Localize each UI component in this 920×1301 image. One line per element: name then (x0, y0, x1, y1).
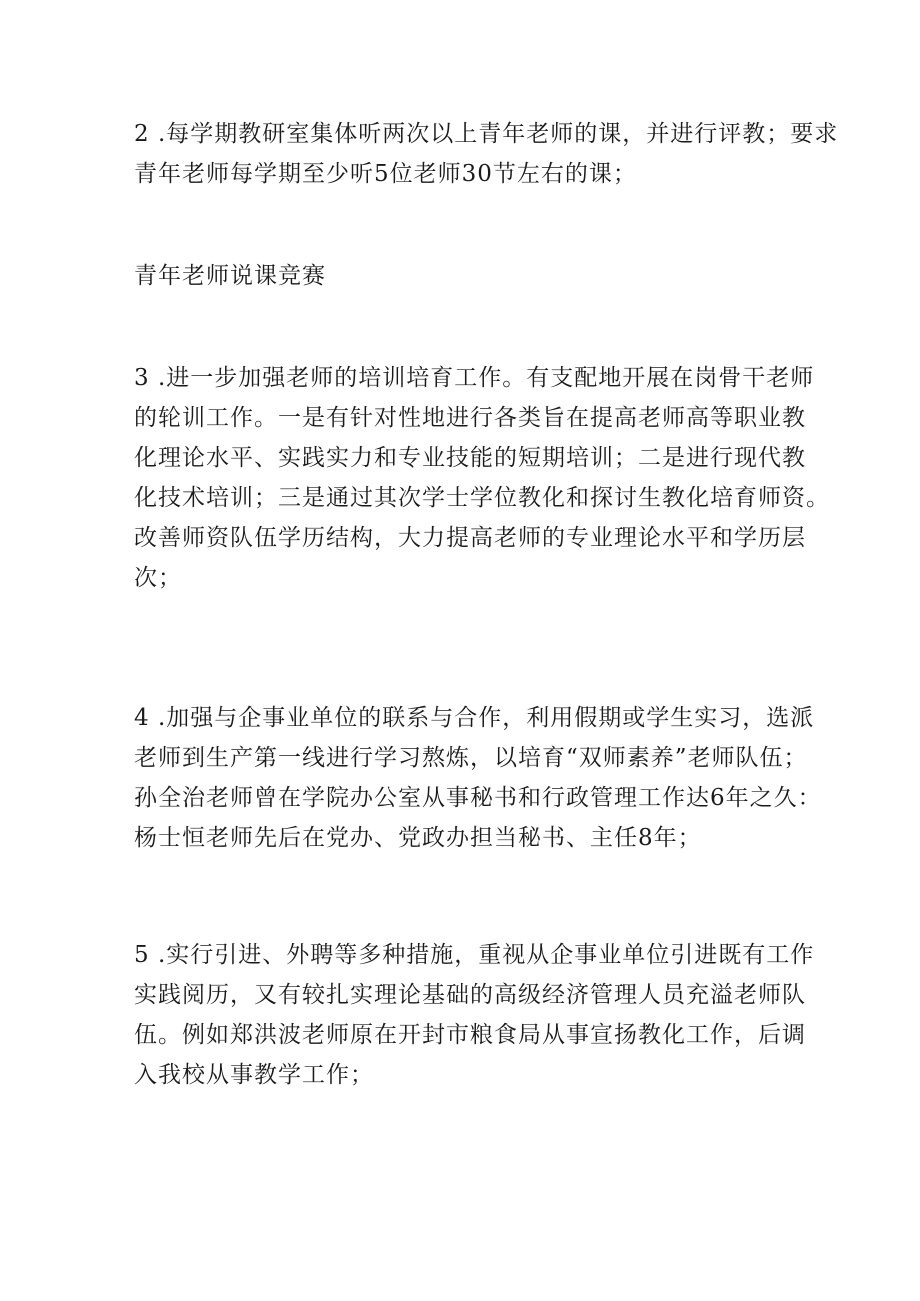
paragraph-line: 化技术培训；三是通过其次学士学位教化和探讨生教化培育师资。 (134, 485, 830, 511)
paragraph-line: 的轮训工作。一是有针对性地进行各类旨在提高老师高等职业教 (134, 405, 806, 431)
paragraph-line: 青年老师每学期至少听5位老师30节左右的课； (134, 161, 637, 187)
paragraph-line: 4 .加强与企事业单位的联系与合作，利用假期或学生实习，选派 (134, 705, 815, 731)
paragraph-item-5 (134, 935, 815, 1095)
heading-line: 青年老师说课竞赛 (134, 263, 326, 289)
paragraph-line: 3 .进一步加强老师的培训培育工作。有支配地开展在岗骨干老师 (134, 365, 815, 391)
paragraph-line: 孙全治老师曾在学院办公室从事秘书和行政管理工作达6年之久： (134, 785, 822, 811)
paragraph-line: 5 .实行引进、外聘等多种措施，重视从企事业单位引进既有工作 (134, 942, 815, 968)
paragraph-line: 化理论水平、实践实力和专业技能的短期培训；二是进行现代教 (134, 445, 806, 471)
paragraph-line: 次； (134, 565, 182, 591)
paragraph-item-2 (134, 114, 839, 194)
paragraph-line: 2 .每学期教研室集体听两次以上青年老师的课，并进行评教；要求 (134, 121, 839, 147)
paragraph-line: 实践阅历，又有较扎实理论基础的高级经济管理人员充溢老师队 (134, 982, 806, 1008)
paragraph-item-4 (134, 698, 822, 858)
paragraph-item-3 (134, 358, 830, 598)
paragraph-line: 入我校从事教学工作； (134, 1062, 374, 1088)
paragraph-line: 改善师资队伍学历结构，大力提高老师的专业理论水平和学历层 (134, 525, 806, 551)
section-heading-young-teacher-contest (134, 256, 794, 296)
paragraph-line: 杨士恒老师先后在党办、党政办担当秘书、主任8年； (134, 825, 702, 851)
paragraph-line: 老师到生产第一线进行学习熬炼，以培育“双师素养”老师队伍； (134, 745, 808, 771)
paragraph-line: 伍。例如郑洪波老师原在开封市粮食局从事宣扬教化工作，后调 (134, 1022, 806, 1048)
